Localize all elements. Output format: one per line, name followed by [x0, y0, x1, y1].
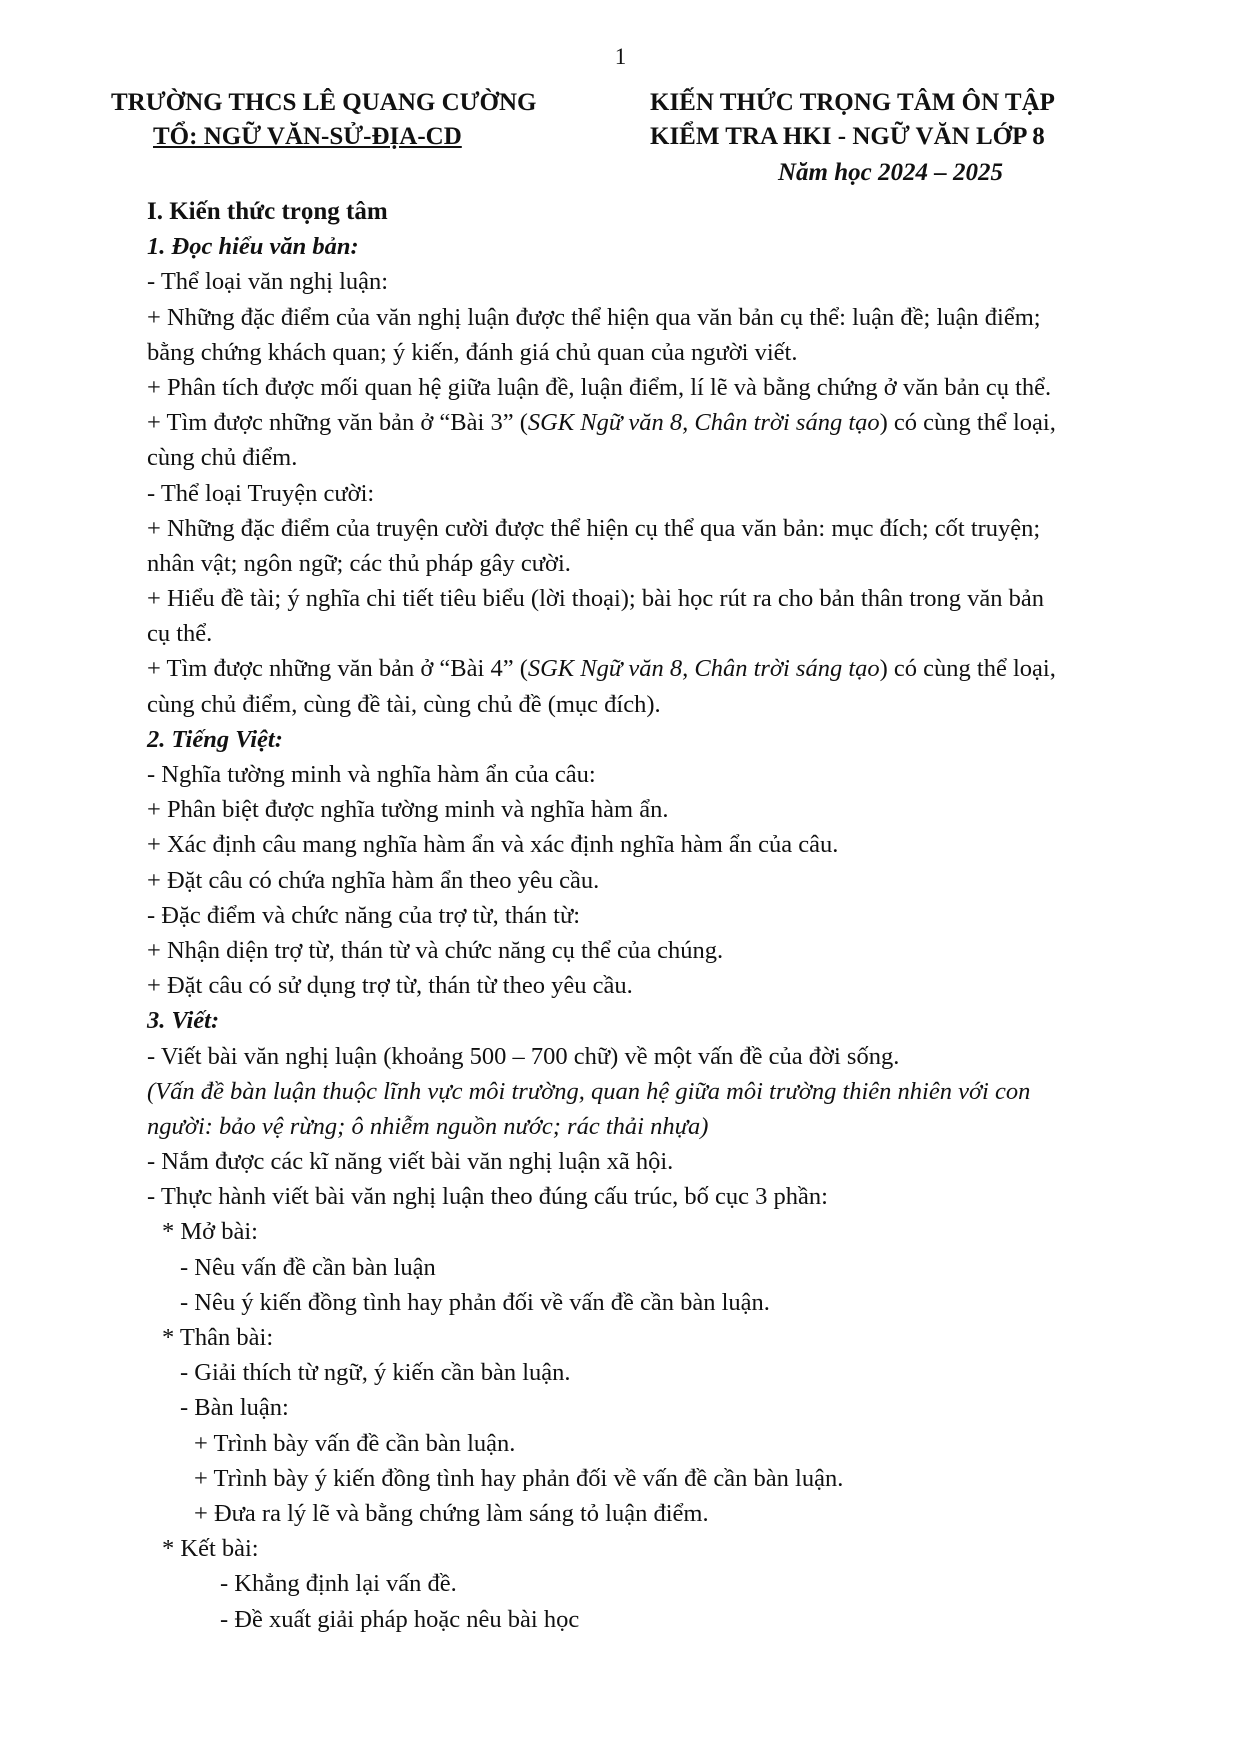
- text-line: nhân vật; ngôn ngữ; các thủ pháp gây cười.: [147, 549, 571, 577]
- outline-subitem: + Đưa ra lý lẽ và bằng chứng làm sáng tỏ luận điểm.: [194, 1499, 709, 1527]
- text-segment: + Tìm được những văn bản ở “Bài 3” (: [147, 409, 528, 437]
- text-line: + Phân tích được mối quan hệ giữa luận đề, luận điểm, lí lẽ và bằng chứng ở văn bản cụ thể.: [147, 373, 1052, 401]
- document-title-line2: KIỂM TRA HKI - NGỮ VĂN LỚP 8: [650, 123, 1045, 150]
- document-title-line1: KIẾN THỨC TRỌNG TÂM ÔN TẬP: [650, 89, 1055, 116]
- subsection-heading: 3. Viết:: [147, 1007, 220, 1035]
- outline-heading: * Kết bài:: [162, 1535, 259, 1563]
- text-line: - Thể loại văn nghị luận:: [147, 268, 389, 296]
- school-year: Năm học 2024 – 2025: [778, 159, 1003, 186]
- outline-heading: * Thân bài:: [162, 1324, 274, 1351]
- text-line: + Đặt câu có chứa nghĩa hàm ẩn theo yêu cầu.: [147, 866, 600, 894]
- text-line: - Thể loại Truyện cười:: [147, 479, 375, 507]
- department-name: TỔ: NGỮ VĂN-SỬ-ĐỊA-CD: [153, 123, 462, 150]
- text-line: - Đặc điểm và chức năng của trợ từ, thán từ:: [147, 901, 581, 929]
- text-line: + Những đặc điểm của truyện cười được thể hiện cụ thể qua văn bản: mục đích; cốt truyện;: [147, 514, 1041, 542]
- outline-subitem: + Trình bày ý kiến đồng tình hay phản đối về vấn đề cần bàn luận.: [194, 1464, 844, 1492]
- text-line: + Những đặc điểm của văn nghị luận được thể hiện qua văn bản cụ thể: luận đề; luận điểm;: [147, 303, 1041, 331]
- subsection-heading: 2. Tiếng Việt:: [147, 725, 283, 753]
- book-title: SGK Ngữ văn 8, Chân trời sáng tạo: [527, 655, 880, 683]
- text-line: - Nghĩa tường minh và nghĩa hàm ẩn của câu:: [147, 761, 596, 788]
- page-number: 1: [614, 44, 627, 69]
- outline-subitem: + Trình bày vấn đề cần bàn luận.: [194, 1429, 516, 1457]
- outline-item: - Đề xuất giải pháp hoặc nêu bài học: [220, 1605, 580, 1633]
- outline-item: - Khẳng định lại vấn đề.: [220, 1570, 457, 1598]
- document-body: [147, 194, 1147, 1637]
- school-name: TRƯỜNG THCS LÊ QUANG CƯỜNG: [111, 89, 537, 116]
- text-segment: + Tìm được những văn bản ở “Bài 4” (: [147, 655, 528, 683]
- text-line: + Nhận diện trợ từ, thán từ và chức năng cụ thể của chúng.: [147, 936, 724, 964]
- outline-heading: * Mở bài:: [162, 1218, 258, 1246]
- text-line: + Hiểu đề tài; ý nghĩa chi tiết tiêu biểu (lời thoại); bài học rút ra cho bản thân trong văn bản: [147, 585, 1044, 613]
- outline-item: - Giải thích từ ngữ, ý kiến cần bàn luận.: [180, 1359, 571, 1387]
- text-line: - Thực hành viết bài văn nghị luận theo đúng cấu trúc, bố cục 3 phần:: [147, 1183, 828, 1211]
- book-title: SGK Ngữ văn 8, Chân trời sáng tạo: [527, 409, 880, 437]
- text-segment: ) có cùng thể loại,: [879, 409, 1056, 437]
- italic-note: (Vấn đề bàn luận thuộc lĩnh vực môi trường, quan hệ giữa môi trường thiên nhiên với con: [147, 1077, 1031, 1105]
- document-header: [0, 86, 1241, 196]
- text-line: - Nắm được các kĩ năng viết bài văn nghị luận xã hội.: [147, 1148, 674, 1176]
- italic-note: người: bảo vệ rừng; ô nhiễm nguồn nước; rác thải nhựa): [147, 1112, 709, 1140]
- outline-item: - Nêu ý kiến đồng tình hay phản đối về vấn đề cần bàn luận.: [180, 1288, 770, 1316]
- text-line: [147, 405, 1147, 440]
- outline-item: - Bàn luận:: [180, 1394, 289, 1422]
- outline-item: - Nêu vấn đề cần bàn luận: [180, 1253, 436, 1281]
- text-segment: ) có cùng thể loại,: [879, 655, 1056, 683]
- section-heading: I. Kiến thức trọng tâm: [147, 198, 388, 225]
- text-line: cùng chủ điểm.: [147, 444, 298, 472]
- text-line: bằng chứng khách quan; ý kiến, đánh giá chủ quan của người viết.: [147, 338, 798, 366]
- text-line: + Phân biệt được nghĩa tường minh và nghĩa hàm ẩn.: [147, 796, 669, 824]
- subsection-heading: 1. Đọc hiểu văn bản:: [147, 233, 359, 261]
- text-line: + Đặt câu có sử dụng trợ từ, thán từ theo yêu cầu.: [147, 972, 633, 1000]
- text-line: cùng chủ điểm, cùng đề tài, cùng chủ đề (mục đích).: [147, 690, 661, 718]
- text-line: + Xác định câu mang nghĩa hàm ẩn và xác định nghĩa hàm ẩn của câu.: [147, 831, 839, 859]
- text-line: cụ thể.: [147, 620, 213, 648]
- text-line: [147, 651, 1147, 686]
- text-line: - Viết bài văn nghị luận (khoảng 500 – 700 chữ) về một vấn đề của đời sống.: [147, 1042, 900, 1070]
